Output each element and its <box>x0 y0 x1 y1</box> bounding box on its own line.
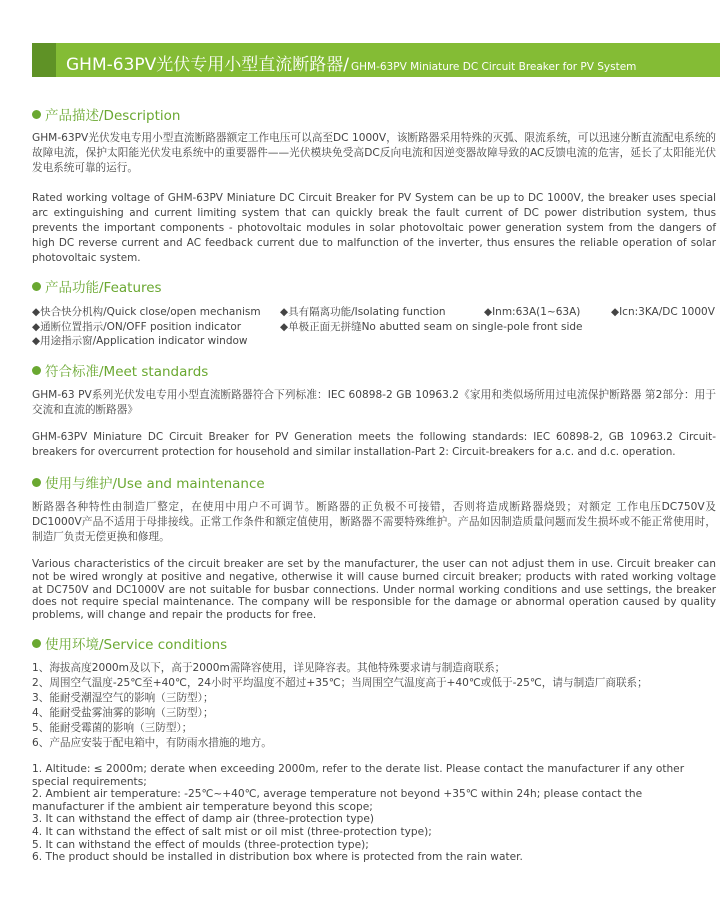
feature-item: ◆用途指示窗/Application indicator window <box>32 335 248 347</box>
feature-item: ◆Icn:3KA/DC 1000V <box>611 306 715 318</box>
heading-text: 使用与维护/Use and maintenance <box>45 476 265 492</box>
list-item: 3、能耐受潮湿空气的影响（三防型）； <box>32 692 214 704</box>
heading-text: 产品描述/Description <box>45 108 181 124</box>
maintenance-en: Various characteristics of the circuit breaker are set by the manufacturer, the user can not adjust them in use. Circuit breaker can not be wired wrongly at positive and negative, otherwise it will cause burned circuit breaker; products with rated working voltage at DC750V and DC1000V are not suitable for busbar connections. Under normal working conditions and use settings, the breaker does not require special maintenance. The company will be responsible for the damage or abnormal operation caused by quality problems, will change and repair the products for free. <box>32 558 716 622</box>
conditions-en-list <box>32 763 716 864</box>
list-item: 4. It can withstand the effect of salt mist or oil mist (three-protection type); <box>32 825 432 838</box>
list-item: 5、能耐受霉菌的影响（三防型）； <box>32 722 193 734</box>
section-heading-maintenance <box>32 472 265 490</box>
page-title-cn: GHM-63PV光伏专用小型直流断路器/ <box>66 55 349 75</box>
description-cn: GHM-63PV光伏发电专用小型直流断路器额定工作电压可以高至DC 1000V，该断路器采用特殊的灭弧、限流系统，可以迅速分断直流配电系统的故障电流，保护太阳能光伏发电系统中的重要器件——光伏模块免受高DC反向电流和因逆变器故障导致的AC反馈电流的危害，延长了太阳能光伏发电系统可靠的运行。 <box>32 132 716 174</box>
bullet-dot-icon <box>32 110 41 119</box>
feature-item: ◆通断位置指示/ON/OFF position indicator <box>32 320 242 333</box>
bullet-dot-icon <box>32 282 41 291</box>
title-banner-accent <box>32 43 56 77</box>
maintenance-cn: 断路器各种特性由制造厂整定，在使用中用户不可调节。断路器的正负极不可接错，否则将造成断路器烧毁；对额定 工作电压DC750V及DC1000V产品不适用于母排接线。正常工作条件和额定值使用，断路器不需要特殊维护。产品如因制造质量问题而发生损坏或不能正常使用时，制造厂负责无偿更换和修理。 <box>32 501 716 543</box>
conditions-cn-list <box>32 661 716 751</box>
page-title <box>66 50 636 75</box>
heading-text: 使用环境/Service conditions <box>45 637 228 653</box>
description-en: Rated working voltage of GHM-63PV Miniature DC Circuit Breaker for PV System can be up to DC 1000V, the breaker uses special arc extinguishing and current limiting system that can quickly break the fault current of DC power distribution system, thus prevents the important components - photovoltaic modules in solar photovoltaic power generation system from the dangers of high DC reverse current and AC feedback current due to malfunction of the inverter, thus ensures the reliable operation of solar photovoltaic system. <box>32 192 716 264</box>
feature-item: ◆Inm:63A(1~63A) <box>484 306 581 318</box>
list-item: 1、海拔高度2000m及以下，高于2000m需降容使用，详见降容表。其他特殊要求请与制造商联系； <box>32 662 506 674</box>
list-item: 4、能耐受盐雾油雾的影响（三防型）； <box>32 707 214 719</box>
section-heading-conditions <box>32 633 227 651</box>
bullet-dot-icon <box>32 639 41 648</box>
list-item: 3. It can withstand the effect of damp air (three-protection type) <box>32 813 375 826</box>
standards-en: GHM-63PV Miniature DC Circuit Breaker for PV Generation meets the following standards: IEC 60898-2, GB 10963.2 Circuit-breakers for overcurrent protection for household and similar installation-Part 2: Circuit-breakers for a.c. and d.c. operation. <box>32 431 716 458</box>
list-item: 6、产品应安装于配电箱中，有防雨水措施的地方。 <box>32 737 272 749</box>
list-item: 6. The product should be installed in distribution box where is protected from the rain water. <box>32 851 523 864</box>
list-item: 1. Altitude: ≤ 2000m; derate when exceeding 2000m, refer to the derate list. Please contact the manufacturer if any other special requirements; <box>32 763 685 788</box>
feature-item: ◆单极正面无拼缝No abutted seam on single-pole front side <box>280 320 583 333</box>
feature-item: ◆具有隔离功能/Isolating function <box>280 306 446 318</box>
heading-text: 符合标准/Meet standards <box>45 364 209 380</box>
section-heading-description <box>32 104 180 122</box>
section-heading-standards <box>32 360 208 378</box>
list-item: 2. Ambient air temperature: -25℃~+40℃, average temperature not beyond +35℃ within 24h; please contact the manufacturer if the ambient air temperature beyond this scope; <box>32 788 643 813</box>
standards-cn: GHM-63 PV系列光伏发电专用小型直流断路器符合下列标准：IEC 60898-2 GB 10963.2《家用和类似场所用过电流保护断路器 第2部分：用于交流和直流的断路器》 <box>32 389 716 416</box>
bullet-dot-icon <box>32 478 41 487</box>
page-title-en: GHM-63PV Miniature DC Circuit Breaker for PV System <box>351 61 637 73</box>
list-item: 2、周围空气温度-25℃至+40℃，24小时平均温度不超过+35℃；当周围空气温度高于+40℃或低于-25℃，请与制造厂商联系； <box>32 677 648 689</box>
section-heading-features <box>32 276 162 294</box>
heading-text: 产品功能/Features <box>45 280 162 296</box>
feature-item: ◆快合快分机构/Quick close/open mechanism <box>32 306 261 318</box>
bullet-dot-icon <box>32 366 41 375</box>
list-item: 5. It can withstand the effect of moulds (three-protection type); <box>32 838 369 851</box>
